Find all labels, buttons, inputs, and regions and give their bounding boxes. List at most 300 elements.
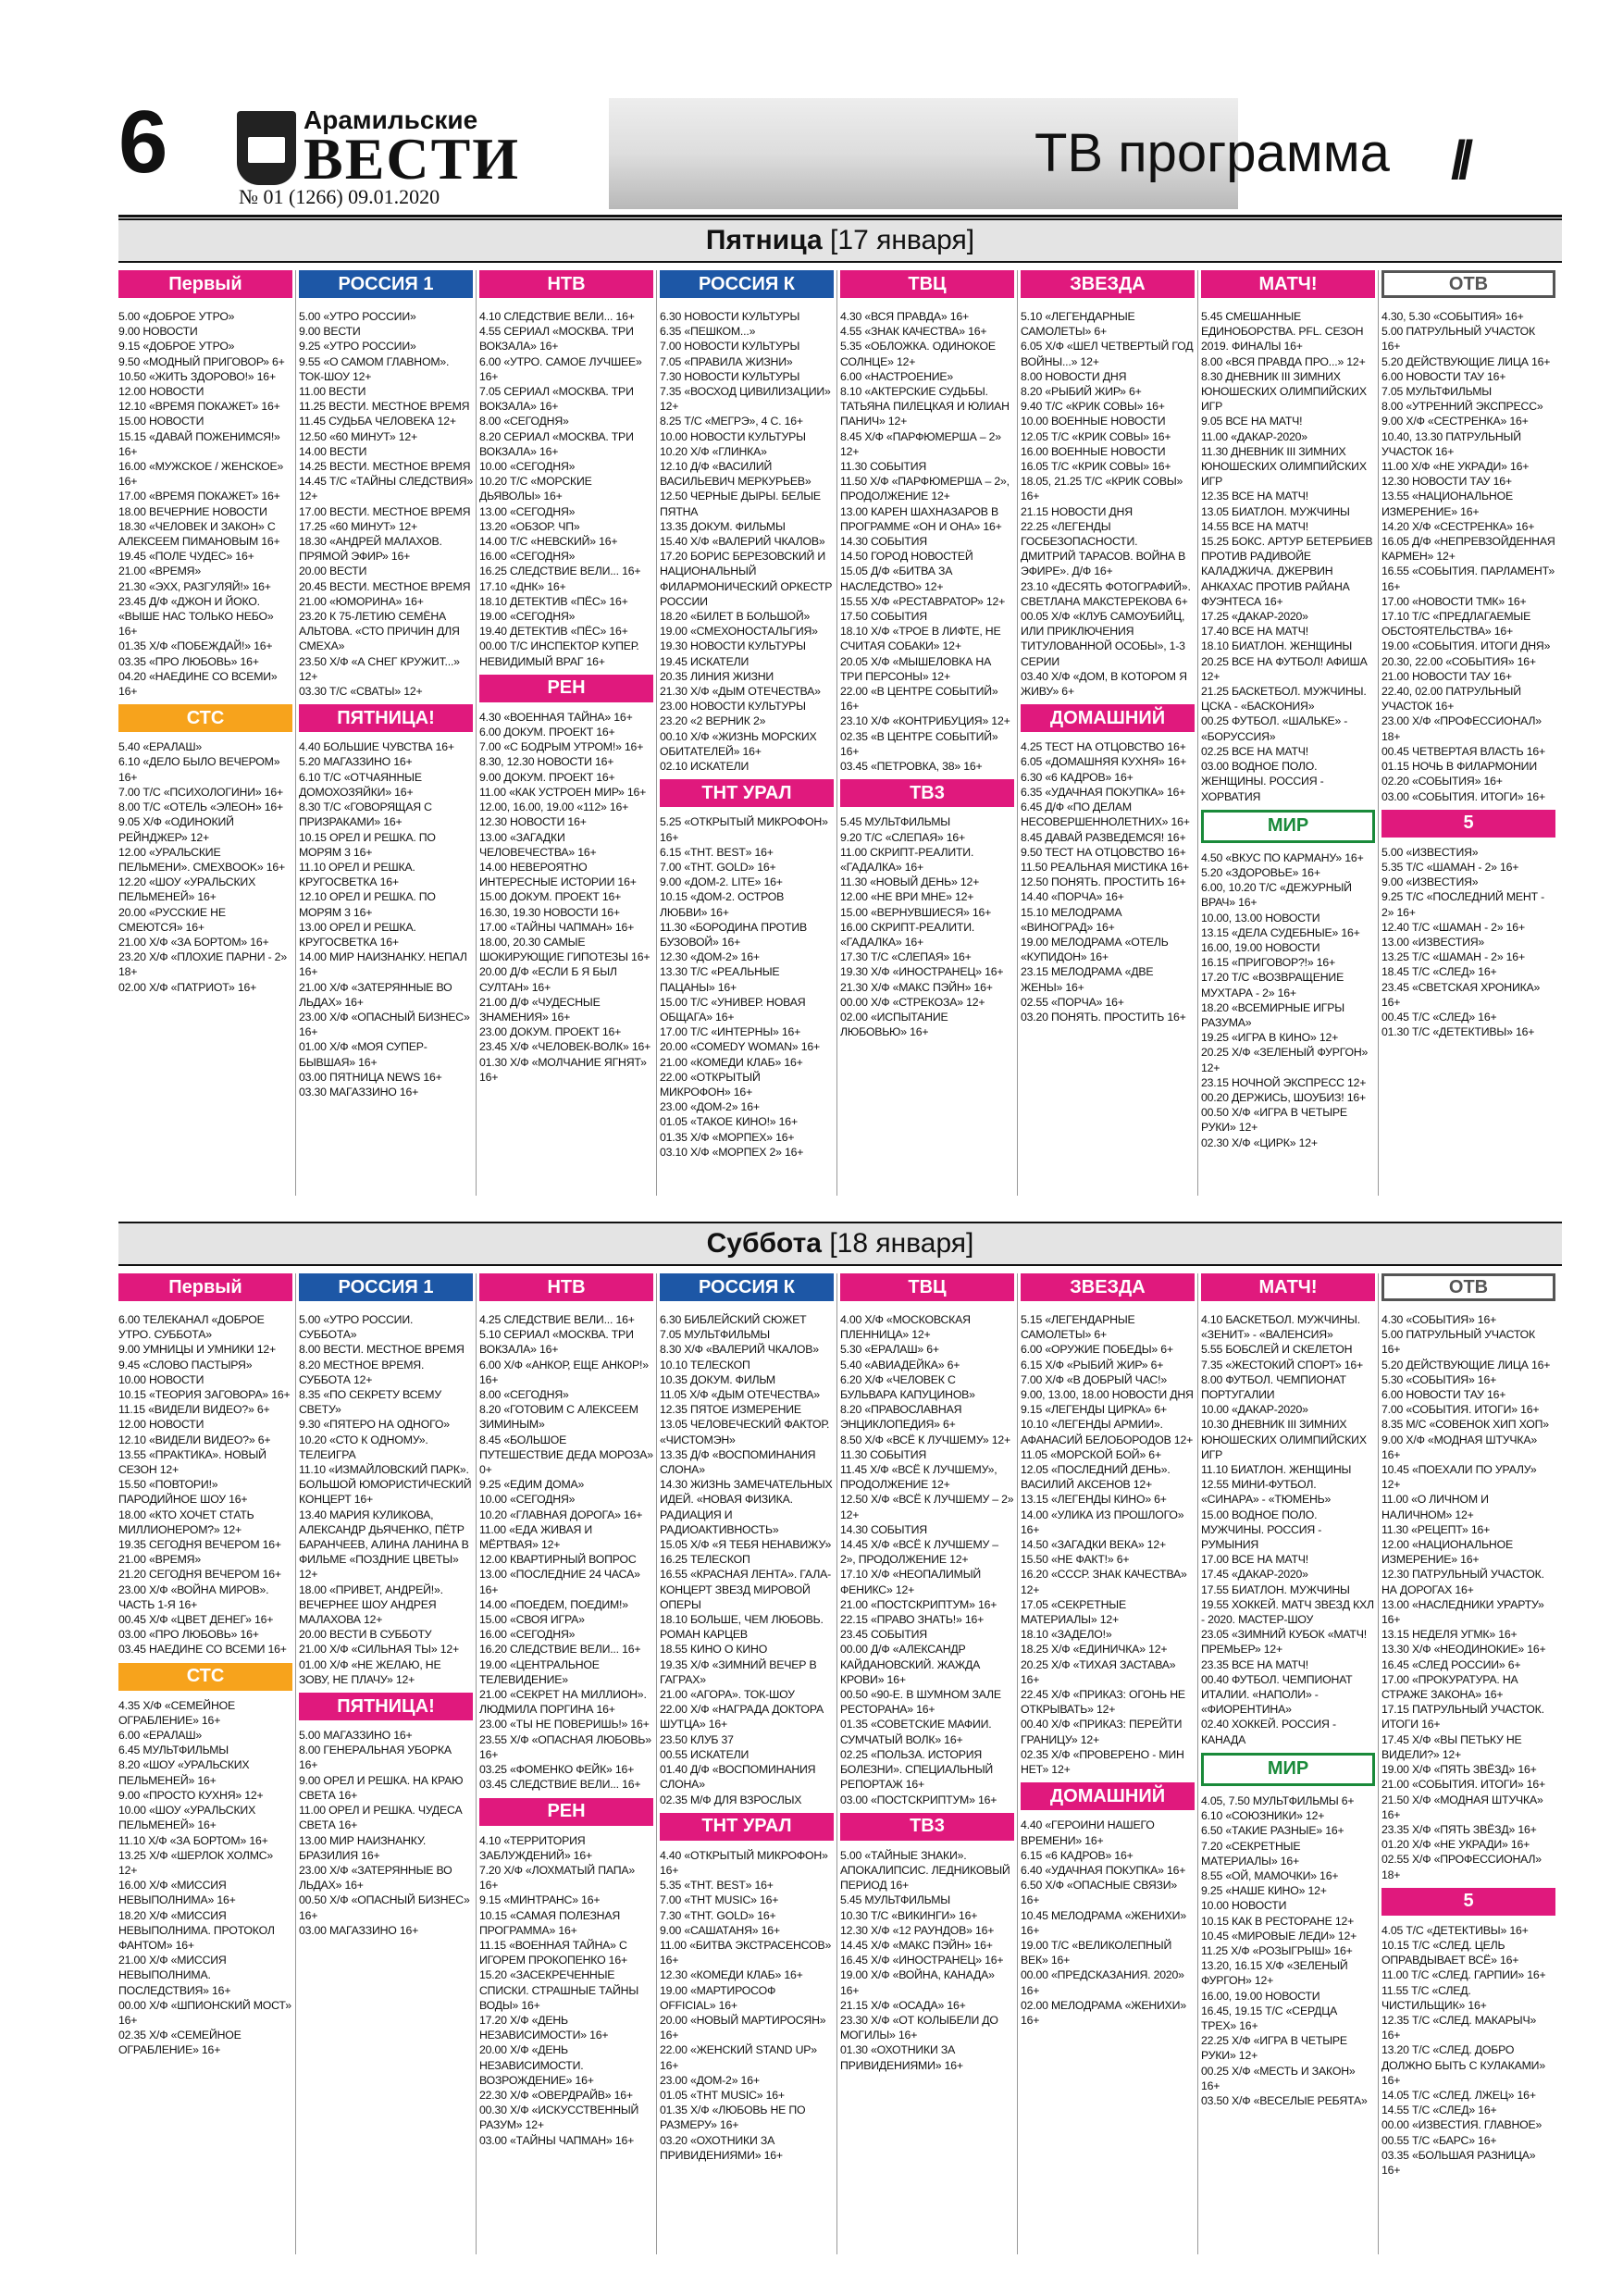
programme-entry: 9.00 ВЕСТИ bbox=[299, 325, 361, 339]
programme-entry: 03.45 «ПЕТРОВКА, 38» 16+ bbox=[840, 760, 983, 774]
programme-entry: 20.00 «COMEDY WOMAN» 16+ bbox=[660, 1040, 821, 1054]
programme-entry: 11.30 «БОРОДИНА ПРОТИВ БУЗОВОЙ» 16+ bbox=[660, 920, 807, 949]
channel-logo bbox=[118, 1663, 292, 1691]
programme-entry: 18.30 «ЧЕЛОВЕК И ЗАКОН» С АЛЕКСЕЕМ ПИМАНОВЫМ 16+ bbox=[118, 519, 280, 549]
programme-list bbox=[299, 309, 473, 699]
programme-entry: 23.50 КЛУБ 37 bbox=[660, 1732, 734, 1746]
programme-entry: 21.00 «КОМЕДИ КЛАБ» 16+ bbox=[660, 1055, 803, 1069]
paper-title-top: Арамильские bbox=[304, 105, 478, 134]
programme-entry: 11.00 ВЕСТИ bbox=[299, 385, 366, 399]
column-divider bbox=[836, 1273, 837, 2254]
programme-entry: 5.45 МУЛЬТФИЛЬМЫ bbox=[840, 815, 950, 829]
programme-list bbox=[1021, 739, 1195, 1024]
programme-entry: 14.50 ГОРОД НОВОСТЕЙ bbox=[840, 550, 973, 564]
slashes-decoration: // bbox=[1451, 130, 1467, 191]
channel-column bbox=[1021, 1273, 1195, 2028]
programme-list bbox=[1201, 1793, 1375, 2108]
channel-column bbox=[1201, 270, 1375, 1150]
programme-entry: 4.05, 7.50 МУЛЬТФИЛЬМЫ 6+ bbox=[1201, 1793, 1355, 1807]
channel-logo-label: Первый bbox=[168, 1276, 242, 1297]
programme-entry: 11.00 «ДАКАР-2020» bbox=[1201, 429, 1307, 443]
channel-column bbox=[1381, 1273, 1555, 2178]
programme-entry: 22.15 «ПРАВО ЗНАТЬ!» 16+ bbox=[840, 1613, 985, 1627]
programme-entry: 11.00 «КАК УСТРОЕН МИР» 16+ bbox=[479, 785, 647, 799]
programme-entry: 16.00 «СЕГОДНЯ» bbox=[479, 550, 576, 564]
programme-entry: 5.10 СЕРИАЛ «МОСКВА. ТРИ ВОКЗАЛА» 16+ bbox=[479, 1328, 634, 1357]
programme-entry: 23.20 «2 ВЕРНИК 2» bbox=[660, 714, 766, 728]
programme-entry: 03.45 СЛЕДСТВИЕ ВЕЛИ... 16+ bbox=[479, 1778, 641, 1792]
programme-entry: 12.00 «НАЦИОНАЛЬНОЕ ИЗМЕРЕНИЕ» 16+ bbox=[1381, 1538, 1513, 1567]
programme-entry: 7.20 Х/Ф «ЛОХМАТЫЙ ПАПА» 16+ bbox=[479, 1863, 635, 1893]
programme-entry: 4.40 «ГЕРОИНИ НАШЕГО ВРЕМЕНИ» 16+ bbox=[1021, 1818, 1155, 1847]
channel-logo-label: ТВ3 bbox=[910, 1816, 945, 1837]
programme-entry: 8.20 МЕСТНОЕ ВРЕМЯ. СУББОТА 12+ bbox=[299, 1358, 425, 1386]
programme-entry: 14.05 Т/С «СЛЕД. ЛЖЕЦ» 16+ bbox=[1381, 2088, 1536, 2102]
programme-entry: 15.00 «СВОЯ ИГРА» bbox=[479, 1613, 585, 1627]
programme-entry: 18.20 «ВСЕМИРНЫЕ ИГРЫ РАЗУМА» bbox=[1201, 1000, 1344, 1029]
programme-entry: 20.00 Х/Ф «ДЕНЬ НЕЗАВИСИМОСТИ. ВОЗРОЖДЕНИЕ» 16+ bbox=[479, 2043, 594, 2087]
programme-entry: 19.00 МЕЛОДРАМА «ОТЕЛЬ «КУПИДОН» 16+ bbox=[1021, 935, 1169, 964]
channel-logo bbox=[660, 779, 834, 807]
programme-entry: 12.50 Х/Ф «ВСЁ К ЛУЧШЕМУ – 2» 12+ bbox=[840, 1493, 1014, 1521]
programme-entry: 12.00 «УРАЛЬСКИЕ ПЕЛЬМЕНИ». СМЕХBOOK» 16+ bbox=[118, 845, 285, 874]
programme-entry: 21.00 «АГОРА». ТОК-ШОУ bbox=[660, 1688, 795, 1702]
programme-entry: 19.25 «ИГРА В КИНО» 12+ bbox=[1201, 1031, 1339, 1045]
programme-entry: 22.00 «В ЦЕНТРЕ СОБЫТИЙ» 16+ bbox=[840, 685, 998, 714]
programme-entry: 5.20 ДЕЙСТВУЮЩИЕ ЛИЦА 16+ bbox=[1381, 1358, 1551, 1371]
programme-entry: 11.30 СОБЫТИЯ bbox=[840, 460, 927, 474]
programme-entry: 12.10 Д/Ф «ВАСИЛИЙ ВАСИЛЬЕВИЧ МЕРКУРЬЕВ» bbox=[660, 460, 812, 489]
channel-logo-label: ОТВ bbox=[1448, 273, 1489, 294]
programme-entry: 00.55 ИСКАТЕЛИ bbox=[660, 1747, 750, 1761]
programme-entry: 23.00 НОВОСТИ КУЛЬТУРЫ bbox=[660, 700, 806, 714]
programme-entry: 10.20 Х/Ф «ГЛИНКА» bbox=[660, 444, 767, 458]
section-title: ТВ программа bbox=[1035, 123, 1390, 183]
programme-entry: 23.15 НОЧНОЙ ЭКСПРЕСС 12+ bbox=[1201, 1075, 1367, 1089]
programme-entry: 11.55 Т/С «СЛЕД. ЧИСТИЛЬЩИК» 16+ bbox=[1381, 1983, 1487, 2012]
column-divider bbox=[1017, 1273, 1018, 2254]
programme-entry: 01.35 Х/Ф «МОРПЕХ» 16+ bbox=[660, 1130, 795, 1144]
programme-entry: 13.20 «ОБЗОР. ЧП» bbox=[479, 519, 580, 533]
programme-entry: 23.10 Х/Ф «КОНТРИБУЦИЯ» 12+ bbox=[840, 714, 1010, 728]
programme-list bbox=[1381, 1923, 1555, 2178]
programme-entry: 6.05 «ДОМАШНЯЯ КУХНЯ» 16+ bbox=[1021, 755, 1187, 769]
programme-entry: 00.45 Х/Ф «ЦВЕТ ДЕНЕГ» 16+ bbox=[118, 1613, 274, 1627]
programme-entry: 22.00 Х/Ф «НАГРАДА ДОКТОРА ШУТЦА» 16+ bbox=[660, 1703, 824, 1731]
programme-entry: 9.00, 13.00, 18.00 НОВОСТИ ДНЯ bbox=[1021, 1388, 1194, 1402]
programme-entry: 8.30 Х/Ф «ВАЛЕРИЙ ЧКАЛОВ» bbox=[660, 1343, 819, 1357]
programme-entry: 11.50 РЕАЛЬНАЯ МИСТИКА 16+ bbox=[1021, 860, 1190, 874]
programme-entry: 12.05 Т/С «КРИК СОВЫ» 16+ bbox=[1021, 429, 1171, 443]
programme-entry: 23.35 Х/Ф «ПЯТЬ ЗВЁЗД» 16+ bbox=[1381, 1822, 1537, 1836]
programme-entry: 17.40 ВСЕ НА МАТЧ! bbox=[1201, 625, 1308, 639]
channel-logo bbox=[1201, 810, 1375, 843]
channel-logo bbox=[840, 1273, 1014, 1301]
programme-entry: 12.30 НОВОСТИ 16+ bbox=[479, 815, 587, 829]
programme-entry: 00.40 Х/Ф «ПРИКАЗ: ПЕРЕЙТИ ГРАНИЦУ» 12+ bbox=[1021, 1718, 1183, 1746]
programme-entry: 17.20 БОРИС БЕРЕЗОВСКИЙ И НАЦИОНАЛЬНЫЙ ФИЛАРМОНИЧЕСКИЙ ОРКЕСТР РОССИИ bbox=[660, 550, 833, 608]
programme-entry: 14.00 Т/С «НЕВСКИЙ» 16+ bbox=[479, 535, 618, 549]
programme-entry: 13.35 Д/Ф «ВОСПОМИНАНИЯ СЛОНА» bbox=[660, 1447, 816, 1477]
programme-entry: 7.00 Х/Ф «В ДОБРЫЙ ЧАС!» bbox=[1021, 1372, 1167, 1386]
day-name: Суббота bbox=[706, 1228, 822, 1259]
page-number: 6 bbox=[118, 93, 168, 192]
programme-entry: 18.20 Х/Ф «МИССИЯ НЕВЫПОЛНИМА. ПРОТОКОЛ ФАНТОМ» 16+ bbox=[118, 1908, 275, 1952]
channel-logo bbox=[299, 1693, 473, 1720]
programme-entry: 02.35 М/Ф ДЛЯ ВЗРОСЛЫХ bbox=[660, 1793, 802, 1806]
channel-logo-label: МИР bbox=[1267, 815, 1309, 837]
programme-entry: 5.20 ДЕЙСТВУЮЩИЕ ЛИЦА 16+ bbox=[1381, 354, 1551, 368]
programme-entry: 19.00 Х/Ф «ВОЙНА, КАНАДА» 16+ bbox=[840, 1968, 995, 1997]
programme-entry: 21.00 «ЮМОРИНА» 16+ bbox=[299, 594, 424, 608]
channel-column bbox=[660, 270, 834, 1160]
programme-entry: 18.10 «ЗАДЕЛО!» bbox=[1021, 1628, 1112, 1642]
programme-entry: 9.05 ВСЕ НА МАТЧ! bbox=[1201, 415, 1303, 428]
programme-entry: 13.15 «ДЕЛА СУДЕБНЫЕ» 16+ bbox=[1201, 925, 1360, 939]
channel-logo-label: ТВЦ bbox=[908, 1276, 947, 1297]
programme-entry: 10.50 «ЖИТЬ ЗДОРОВО!» 16+ bbox=[118, 369, 276, 383]
programme-entry: 8.30 ДНЕВНИК III ЗИМНИХ ЮНОШЕСКИХ ОЛИМПИЙСКИХ ИГР bbox=[1201, 369, 1367, 414]
programme-entry: 00.30 Х/Ф «ИСКУССТВЕННЫЙ РАЗУМ» 12+ bbox=[479, 2104, 639, 2132]
programme-entry: 14.00 «ПОЕДЕМ, ПОЕДИМ!» bbox=[479, 1597, 628, 1611]
programme-entry: 03.00 МАГАЗЗИНО 16+ bbox=[299, 1923, 419, 1937]
programme-entry: 03.00 ПЯТНИЦА NEWS 16+ bbox=[299, 1070, 442, 1084]
programme-entry: 7.35 «ВОСХОД ЦИВИЛИЗАЦИИ» 12+ bbox=[660, 385, 831, 414]
programme-entry: 03.40 Х/Ф «ДОМ, В КОТОРОМ Я ЖИВУ» 6+ bbox=[1021, 669, 1187, 699]
programme-entry: 15.00 ДОКУМ. ПРОЕКТ 16+ bbox=[479, 890, 622, 904]
programme-entry: 6.00 «ЕРАЛАШ» bbox=[118, 1729, 203, 1743]
channel-logo bbox=[1201, 270, 1375, 298]
programme-entry: 10.10 ТЕЛЕСКОП bbox=[660, 1358, 750, 1371]
programme-entry: 16.00 СКРИПТ-РЕАЛИТИ. «ГАДАЛКА» 16+ bbox=[840, 920, 975, 949]
programme-entry: 15.40 Х/Ф «ВАЛЕРИЙ ЧКАЛОВ» bbox=[660, 535, 825, 549]
programme-entry: 13.00 «СЕГОДНЯ» bbox=[479, 504, 576, 518]
programme-entry: 10.20 «ГЛАВНАЯ ДОРОГА» 16+ bbox=[479, 1508, 643, 1521]
programme-entry: 8.00 «СЕГОДНЯ» bbox=[479, 1388, 569, 1402]
programme-entry: 10.00 «ШОУ «УРАЛЬСКИХ ПЕЛЬМЕНЕЙ» 16+ bbox=[118, 1804, 256, 1832]
programme-entry: 8.00 «СЕГОДНЯ» bbox=[479, 415, 569, 428]
programme-entry: 21.00 Х/Ф «СИЛЬНАЯ ТЫ» 12+ bbox=[299, 1643, 459, 1657]
programme-entry: 21.30 «ЭХХ, РАЗГУЛЯЙ!» 16+ bbox=[118, 579, 271, 593]
programme-entry: 10.20 Т/С «МОРСКИЕ ДЬЯВОЛЫ» 16+ bbox=[479, 475, 592, 503]
programme-entry: 01.35 «СОВЕТСКИЕ МАФИИ. СУМЧАТЫЙ ВОЛК» 16+ bbox=[840, 1718, 992, 1746]
programme-entry: 17.50 СОБЫТИЯ bbox=[840, 610, 927, 624]
channel-logo-label: РОССИЯ 1 bbox=[338, 273, 434, 294]
channel-logo-label: ДОМАШНИЙ bbox=[1049, 707, 1166, 728]
programme-entry: 21.50 Х/Ф «МОДНАЯ ШТУЧКА» 16+ bbox=[1381, 1793, 1543, 1821]
programme-entry: 21.20 СЕГОДНЯ ВЕЧЕРОМ 16+ bbox=[118, 1568, 281, 1582]
programme-entry: 20.30, 22.00 «СОБЫТИЯ» 16+ bbox=[1381, 654, 1536, 668]
programme-entry: 17.00 ВЕСТИ. МЕСТНОЕ ВРЕМЯ bbox=[299, 504, 471, 518]
programme-entry: 00.00 Т/С ИНСПЕКТОР КУПЕР. НЕВИДИМЫЙ ВРАГ 16+ bbox=[479, 639, 639, 668]
programme-entry: 9.25 Т/С «ПОСЛЕДНИЙ МЕНТ - 2» 16+ bbox=[1381, 890, 1545, 919]
programme-entry: 6.00 «ОРУЖИЕ ПОБЕДЫ» 6+ bbox=[1021, 1343, 1173, 1357]
channel-logo bbox=[1201, 1753, 1375, 1786]
programme-entry: 01.35 Х/Ф «ПОБЕЖДАЙ!» 16+ bbox=[118, 639, 273, 653]
programme-entry: 21.00 «ВРЕМЯ» bbox=[118, 565, 201, 578]
programme-entry: 18.45 Т/С «СЛЕД» 16+ bbox=[1381, 965, 1497, 979]
programme-entry: 5.00 «ДОБРОЕ УТРО» bbox=[118, 310, 235, 323]
programme-entry: 6.35 «ПЕШКОМ...» bbox=[660, 325, 756, 339]
programme-entry: 13.05 БИАТЛОН. МУЖЧИНЫ bbox=[1201, 504, 1350, 518]
programme-entry: 11.25 ВЕСТИ. МЕСТНОЕ ВРЕМЯ bbox=[299, 400, 470, 414]
programme-entry: 18.25 Х/Ф «ЕДИНИЧКА» 12+ bbox=[1021, 1643, 1168, 1657]
programme-entry: 23.00 «ДОМ-2» 16+ bbox=[660, 1100, 760, 1114]
programme-entry: 6.30 «6 КАДРОВ» 16+ bbox=[1021, 770, 1134, 784]
programme-entry: 04.20 «НАЕДИНЕ СО ВСЕМИ» 16+ bbox=[118, 669, 278, 699]
programme-entry: 11.30 СОБЫТИЯ bbox=[840, 1447, 927, 1461]
programme-entry: 17.15 ПАТРУЛЬНЫЙ УЧАСТОК. ИТОГИ 16+ bbox=[1381, 1703, 1544, 1731]
programme-entry: 02.00 Х/Ф «ПАТРИОТ» 16+ bbox=[118, 980, 257, 994]
channel-logo bbox=[1021, 704, 1195, 732]
programme-entry: 4.30, 5.30 «СОБЫТИЯ» 16+ bbox=[1381, 310, 1524, 323]
channel-logo-label: НТВ bbox=[547, 273, 586, 294]
channel-column bbox=[840, 1273, 1014, 2073]
channel-logo-label: ТНТ УРАЛ bbox=[701, 1816, 792, 1837]
channel-logo bbox=[1381, 810, 1555, 838]
programme-entry: 8.00 Т/С «ОТЕЛЬ «ЭЛЕОН» 16+ bbox=[118, 800, 283, 814]
programme-entry: 23.00 Х/Ф «ОПАСНЫЙ БИЗНЕС» 16+ bbox=[299, 1010, 470, 1039]
programme-entry: 14.00 «УЛИКА ИЗ ПРОШЛОГО» 16+ bbox=[1021, 1508, 1184, 1536]
programme-entry: 11.10 Х/Ф «ЗА БОРТОМ» 16+ bbox=[118, 1833, 268, 1847]
programme-entry: 21.00 «ВРЕМЯ» bbox=[118, 1553, 201, 1567]
programme-entry: 02.55 Х/Ф «ПРОФЕССИОНАЛ» 18+ bbox=[1381, 1853, 1542, 1881]
programme-entry: 15.10 МЕЛОДРАМА «ВИНОГРАД» 16+ bbox=[1021, 905, 1122, 934]
programme-entry: 5.25 «ОТКРЫТЫЙ МИКРОФОН» 16+ bbox=[660, 815, 828, 844]
programme-entry: 11.25 Х/Ф «РОЗЫГРЫШ» 16+ bbox=[1201, 1943, 1353, 1957]
programme-entry: 18.10 Х/Ф «ТРОЕ В ЛИФТЕ, НЕ СЧИТАЯ СОБАКИ» 12+ bbox=[840, 625, 1001, 653]
channel-logo-label: ПЯТНИЦА! bbox=[337, 707, 435, 728]
programme-entry: 9.20 Т/С «СЛЕПАЯ» 16+ bbox=[840, 830, 965, 844]
programme-entry: 10.00 «ДАКАР-2020» bbox=[1201, 1403, 1308, 1417]
programme-entry: 19.35 Х/Ф «ЗИМНИЙ ВЕЧЕР В ГАГРАХ» bbox=[660, 1657, 817, 1686]
programme-entry: 12.30 НОВОСТИ ТАУ 16+ bbox=[1381, 475, 1512, 489]
programme-entry: 00.45 ЧЕТВЕРТАЯ ВЛАСТЬ 16+ bbox=[1381, 744, 1545, 758]
channel-logo-label: СТС bbox=[186, 1666, 225, 1687]
channel-logo-label: РЕН bbox=[547, 677, 586, 699]
programme-entry: 6.00 «УТРО. САМОЕ ЛУЧШЕЕ» 16+ bbox=[479, 354, 642, 383]
programme-entry: 15.00 ВОДНОЕ ПОЛО. МУЖЧИНЫ. РОССИЯ - РУМЫНИЯ bbox=[1201, 1508, 1322, 1552]
programme-entry: 7.00 Т/С «ПСИХОЛОГИНИ» 16+ bbox=[118, 785, 283, 799]
channel-logo-label: Первый bbox=[168, 273, 242, 294]
programme-entry: 02.35 Х/Ф «СЕМЕЙНОЕ ОГРАБЛЕНИЕ» 16+ bbox=[118, 2029, 242, 2057]
column-divider bbox=[1378, 270, 1379, 1196]
programme-entry: 6.00 Х/Ф «АНКОР, ЕЩЕ АНКОР!» 16+ bbox=[479, 1358, 649, 1386]
schedule-grid-friday bbox=[118, 270, 1562, 1196]
programme-entry: 12.10 ОРЕЛ И РЕШКА. ПО МОРЯМ 3 16+ bbox=[299, 890, 436, 919]
programme-entry: 14.45 Т/С «ТАЙНЫ СЛЕДСТВИЯ» 12+ bbox=[299, 475, 473, 503]
programme-entry: 22.25 «ЛЕГЕНДЫ ГОСБЕЗОПАСНОСТИ. ДМИТРИЙ ТАРАСОВ. ВОЙНА В ЭФИРЕ». Д/Ф 16+ bbox=[1021, 519, 1186, 578]
programme-entry: 8.00 «УТРЕННИЙ ЭКСПРЕСС» bbox=[1381, 400, 1543, 414]
programme-entry: 6.00 «НАСТРОЕНИЕ» bbox=[840, 369, 954, 383]
programme-entry: 21.15 Х/Ф «ОСАДА» 16+ bbox=[840, 1998, 966, 2012]
programme-entry: 23.35 ВСЕ НА МАТЧ! bbox=[1201, 1657, 1308, 1671]
channel-column bbox=[1201, 1273, 1375, 2108]
programme-entry: 01.20 Х/Ф «НЕ УКРАДИ» 16+ bbox=[1381, 1838, 1530, 1852]
programme-list bbox=[299, 1312, 473, 1687]
programme-entry: 16.00 ВОЕННЫЕ НОВОСТИ bbox=[1021, 444, 1166, 458]
programme-entry: 17.10 Т/С «ПРЕДЛАГАЕМЫЕ ОБСТОЯТЕЛЬСТВА» 16+ bbox=[1381, 610, 1531, 639]
programme-entry: 16.15 «ПРИГОВОР?!» 16+ bbox=[1201, 956, 1335, 970]
column-divider bbox=[476, 1273, 477, 2254]
column-divider bbox=[656, 270, 657, 1196]
programme-entry: 7.00 «ТНТ MUSIC» 16+ bbox=[660, 1893, 779, 1907]
programme-entry: 9.25 «ЕДИМ ДОМА» bbox=[479, 1478, 585, 1492]
programme-entry: 01.30 Х/Ф «МОЛЧАНИЕ ЯГНЯТ» 16+ bbox=[479, 1055, 647, 1084]
programme-entry: 19.00 «СЕГОДНЯ» bbox=[479, 610, 576, 624]
programme-entry: 03.50 Х/Ф «ВЕСЕЛЫЕ РЕБЯТА» bbox=[1201, 2093, 1368, 2107]
programme-entry: 10.45 «ПОЕХАЛИ ПО УРАЛУ» 12+ bbox=[1381, 1463, 1537, 1492]
programme-entry: 4.30 «СОБЫТИЯ» 16+ bbox=[1381, 1313, 1497, 1326]
programme-entry: 16.30, 19.30 НОВОСТИ 16+ bbox=[479, 905, 620, 919]
programme-entry: 9.15 «ДОБРОЕ УТРО» bbox=[118, 340, 235, 354]
channel-logo bbox=[118, 1273, 292, 1301]
programme-entry: 8.25 Т/С «МЕГРЭ», 4 С. 16+ bbox=[660, 415, 803, 428]
programme-entry: 01.00 Х/Ф «НЕ ЖЕЛАЮ, НЕ ЗОВУ, НЕ ПЛАЧУ» 12+ bbox=[299, 1657, 441, 1686]
programme-list bbox=[1381, 309, 1555, 804]
programme-entry: 15.05 Х/Ф «Я ТЕБЯ НЕНАВИЖУ» bbox=[660, 1538, 832, 1552]
programme-entry: 8.00 «ВСЯ ПРАВДА ПРО...» 12+ bbox=[1201, 354, 1366, 368]
programme-entry: 16.00 «СЕГОДНЯ» bbox=[479, 1628, 576, 1642]
programme-entry: 14.55 ВСЕ НА МАТЧ! bbox=[1201, 519, 1308, 533]
programme-entry: 13.00 МИР НАИЗНАНКУ. БРАЗИЛИЯ 16+ bbox=[299, 1833, 427, 1862]
programme-entry: 9.40 Т/С «КРИК СОВЫ» 16+ bbox=[1021, 400, 1165, 414]
programme-entry: 23.15 МЕЛОДРАМА «ДВЕ ЖЕНЫ» 16+ bbox=[1021, 965, 1154, 994]
programme-entry: 5.00 ПАТРУЛЬНЫЙ УЧАСТОК 16+ bbox=[1381, 1328, 1535, 1357]
programme-entry: 21.00 «СЕКРЕТ НА МИЛЛИОН». ЛЮДМИЛА ПОРГИНА 16+ bbox=[479, 1688, 647, 1717]
programme-entry: 19.30 Х/Ф «ИНОСТРАНЕЦ» 16+ bbox=[840, 965, 1004, 979]
programme-entry: 6.00 ДОКУМ. ПРОЕКТ 16+ bbox=[479, 726, 615, 739]
programme-entry: 8.35 «ПО СЕКРЕТУ ВСЕМУ СВЕТУ» bbox=[299, 1388, 441, 1417]
programme-entry: 5.20 «ЗДОРОВЬЕ» 16+ bbox=[1201, 865, 1320, 879]
programme-entry: 18.10 БИАТЛОН. ЖЕНЩИНЫ bbox=[1201, 639, 1353, 653]
programme-entry: 4.10 «ТЕРРИТОРИЯ ЗАБЛУЖДЕНИЙ» 16+ bbox=[479, 1833, 592, 1862]
programme-entry: 7.00 «С БОДРЫМ УТРОМ!» 16+ bbox=[479, 740, 644, 754]
programme-list bbox=[660, 1312, 834, 1807]
programme-entry: 19.00 «ЦЕНТРАЛЬНОЕ ТЕЛЕВИДЕНИЕ» bbox=[479, 1657, 600, 1686]
programme-entry: 21.00 Х/Ф «МИССИЯ НЕВЫПОЛНИМА. ПОСЛЕДСТВИЯ» 16+ bbox=[118, 1954, 231, 1997]
channel-logo-label: НТВ bbox=[547, 1276, 586, 1297]
programme-entry: 03.00 «СОБЫТИЯ. ИТОГИ» 16+ bbox=[1381, 789, 1545, 803]
programme-entry: 10.00 ВОЕННЫЕ НОВОСТИ bbox=[1021, 415, 1166, 428]
programme-entry: 20.00 Д/Ф «ЕСЛИ Б Я БЫЛ СУЛТАН» 16+ bbox=[479, 965, 617, 994]
programme-entry: 6.30 БИБЛЕЙСКИЙ СЮЖЕТ bbox=[660, 1313, 807, 1326]
programme-entry: 10.30 Т/С «ВИКИНГИ» 16+ bbox=[840, 1908, 978, 1922]
channel-logo bbox=[299, 270, 473, 298]
programme-entry: 13.15 «ЛЕГЕНДЫ КИНО» 6+ bbox=[1021, 1493, 1167, 1507]
programme-list bbox=[479, 309, 653, 669]
programme-entry: 16.20 СЛЕДСТВИЕ ВЕЛИ... 16+ bbox=[479, 1643, 641, 1657]
programme-list bbox=[840, 309, 1014, 774]
programme-entry: 23.45 СОБЫТИЯ bbox=[840, 1628, 927, 1642]
programme-entry: 17.10 «ДНК» 16+ bbox=[479, 579, 566, 593]
programme-entry: 11.50 Х/Ф «ПАРФЮМЕРША – 2», ПРОДОЛЖЕНИЕ 12+ bbox=[840, 475, 1010, 503]
programme-entry: 18.00 «КТО ХОЧЕТ СТАТЬ МИЛЛИОНЕРОМ?» 12+ bbox=[118, 1508, 254, 1536]
programme-entry: 20.25 Х/Ф «ТИХАЯ ЗАСТАВА» 16+ bbox=[1021, 1657, 1176, 1686]
column-divider bbox=[656, 1273, 657, 2254]
programme-entry: 14.00 НЕВЕРОЯТНО ИНТЕРЕСНЫЕ ИСТОРИИ 16+ bbox=[479, 860, 637, 889]
programme-entry: 14.55 Т/С «СЛЕД» 16+ bbox=[1381, 2104, 1497, 2117]
programme-entry: 7.30 НОВОСТИ КУЛЬТУРЫ bbox=[660, 369, 800, 383]
programme-entry: 16.55 «КРАСНАЯ ЛЕНТА». ГАЛА-КОНЦЕРТ ЗВЕЗД МИРОВОЙ ОПЕРЫ bbox=[660, 1568, 831, 1611]
programme-entry: 21.00 НОВОСТИ ТАУ 16+ bbox=[1381, 669, 1512, 683]
programme-entry: 15.00 НОВОСТИ bbox=[118, 415, 204, 428]
programme-entry: 17.05 «СЕКРЕТНЫЕ МАТЕРИАЛЫ» 12+ bbox=[1021, 1597, 1126, 1627]
programme-entry: 00.10 Х/Ф «ЖИЗНЬ МОРСКИХ ОБИТАТЕЛЕЙ» 16+ bbox=[660, 729, 817, 758]
channel-logo bbox=[1021, 270, 1195, 298]
programme-entry: 10.15 «ДОМ-2. ОСТРОВ ЛЮБВИ» 16+ bbox=[660, 890, 785, 919]
programme-entry: 4.35 Х/Ф «СЕМЕЙНОЕ ОГРАБЛЕНИЕ» 16+ bbox=[118, 1698, 235, 1727]
programme-entry: 11.15 «ВОЕННАЯ ТАЙНА» С ИГОРЕМ ПРОКОПЕНКО 16+ bbox=[479, 1938, 627, 1967]
programme-entry: 6.00 ТЕЛЕКАНАЛ «ДОБРОЕ УТРО. СУББОТА» bbox=[118, 1313, 265, 1342]
programme-entry: 23.45 Х/Ф «ЧЕЛОВЕК-ВОЛК» 16+ bbox=[479, 1040, 651, 1054]
masthead bbox=[118, 93, 1562, 213]
channel-column bbox=[1021, 270, 1195, 1024]
programme-entry: 16.05 Т/С «КРИК СОВЫ» 16+ bbox=[1021, 460, 1171, 474]
programme-entry: 4.30 «ВОЕННАЯ ТАЙНА» 16+ bbox=[479, 710, 633, 724]
channel-logo bbox=[1381, 1273, 1555, 1301]
programme-entry: 4.55 СЕРИАЛ «МОСКВА. ТРИ ВОКЗАЛА» 16+ bbox=[479, 325, 634, 354]
programme-entry: 5.40 «АВИАДЕЙКА» 6+ bbox=[840, 1358, 960, 1371]
programme-entry: 18.00, 20.30 САМЫЕ ШОКИРУЮЩИЕ ГИПОТЕЗЫ 16+ bbox=[479, 935, 650, 964]
programme-entry: 19.55 ХОККЕЙ. МАТЧ ЗВЕЗД КХЛ - 2020. МАСТЕР-ШОУ bbox=[1201, 1597, 1374, 1627]
programme-entry: 12.00 КВАРТИРНЫЙ ВОПРОС bbox=[479, 1553, 637, 1567]
programme-entry: 13.15 НЕДЕЛЯ УГМК» 16+ bbox=[1381, 1628, 1518, 1642]
programme-entry: 9.55 «О САМОМ ГЛАВНОМ». ТОК-ШОУ 12+ bbox=[299, 354, 450, 383]
programme-list bbox=[840, 814, 1014, 1039]
programme-list bbox=[118, 1698, 292, 2058]
programme-entry: 6.45 МУЛЬТФИЛЬМЫ bbox=[118, 1744, 229, 1757]
programme-entry: 14.25 ВЕСТИ. МЕСТНОЕ ВРЕМЯ bbox=[299, 460, 471, 474]
programme-entry: 02.10 ИСКАТЕЛИ bbox=[660, 760, 750, 774]
programme-entry: 13.00 «ПОСЛЕДНИЕ 24 ЧАСА» 16+ bbox=[479, 1568, 640, 1596]
programme-list bbox=[299, 1728, 473, 1938]
programme-entry: 13.00 КАРЕН ШАХНАЗАРОВ В ПРОГРАММЕ «ОН И ОНА» 16+ bbox=[840, 504, 1002, 533]
programme-entry: 10.40, 13.30 ПАТРУЛЬНЫЙ УЧАСТОК 16+ bbox=[1381, 429, 1521, 458]
channel-logo bbox=[479, 1798, 653, 1826]
programme-entry: 6.45 Д/Ф «ПО ДЕЛАМ НЕСОВЕРШЕННОЛЕТНИХ» 16+ bbox=[1021, 800, 1190, 829]
programme-entry: 5.10 «ЛЕГЕНДАРНЫЕ САМОЛЕТЫ» 6+ bbox=[1021, 310, 1135, 339]
column-divider bbox=[295, 1273, 296, 2254]
programme-entry: 19.45 ИСКАТЕЛИ bbox=[660, 654, 750, 668]
programme-entry: 00.00 «ИЗВЕСТИЯ. ГЛАВНОЕ» bbox=[1381, 2118, 1542, 2132]
channel-column bbox=[299, 270, 473, 1099]
programme-entry: 19.00 Т/С «ВЕЛИКОЛЕПНЫЙ ВЕК» 16+ bbox=[1021, 1938, 1172, 1967]
channel-logo bbox=[118, 270, 292, 298]
programme-entry: 5.20 МАГАЗЗИНО 16+ bbox=[299, 755, 413, 769]
channel-logo-label: МАТЧ! bbox=[1258, 1276, 1318, 1297]
channel-logo bbox=[1381, 270, 1555, 298]
programme-entry: 02.00 МЕЛОДРАМА «ЖЕНИХИ» 16+ bbox=[1021, 1998, 1186, 2027]
programme-entry: 12.00, 16.00, 19.00 «112» 16+ bbox=[479, 800, 629, 814]
programme-entry: 20.35 ЛИНИЯ ЖИЗНИ bbox=[660, 669, 774, 683]
programme-entry: 17.25 «60 МИНУТ» 12+ bbox=[299, 519, 417, 533]
programme-entry: 14.45 Х/Ф «МАКС ПЭЙН» 16+ bbox=[840, 1938, 993, 1952]
column-divider bbox=[1017, 270, 1018, 1196]
programme-entry: 20.00 «НОВЫЙ МАРТИРОСЯН» 16+ bbox=[660, 2013, 826, 2042]
programme-entry: 03.10 Х/Ф «МОРПЕХ 2» 16+ bbox=[660, 1145, 804, 1159]
programme-entry: 16.25 ТЕЛЕСКОП bbox=[660, 1553, 750, 1567]
channel-logo bbox=[479, 270, 653, 298]
programme-entry: 14.30 ЖИЗНЬ ЗАМЕЧАТЕЛЬНЫХ ИДЕЙ. «НОВАЯ ФИЗИКА. РАДИАЦИЯ И РАДИОАКТИВНОСТЬ» bbox=[660, 1478, 833, 1536]
programme-entry: 13.55 «НАЦИОНАЛЬНОЕ ИЗМЕРЕНИЕ» 16+ bbox=[1381, 490, 1513, 518]
channel-logo-label: МИР bbox=[1267, 1758, 1309, 1780]
programme-entry: 03.30 МАГАЗЗИНО 16+ bbox=[299, 1085, 419, 1098]
programme-entry: 9.00 ДОКУМ. ПРОЕКТ 16+ bbox=[479, 770, 615, 784]
programme-entry: 6.10 «ДЕЛО БЫЛО ВЕЧЕРОМ» 16+ bbox=[118, 755, 280, 784]
programme-entry: 5.00 «ТАЙНЫЕ ЗНАКИ». АПОКАЛИПСИС. ЛЕДНИКОВЫЙ ПЕРИОД 16+ bbox=[840, 1848, 1010, 1893]
programme-entry: 9.00 Х/Ф «СЕСТРЕНКА» 16+ bbox=[1381, 415, 1529, 428]
